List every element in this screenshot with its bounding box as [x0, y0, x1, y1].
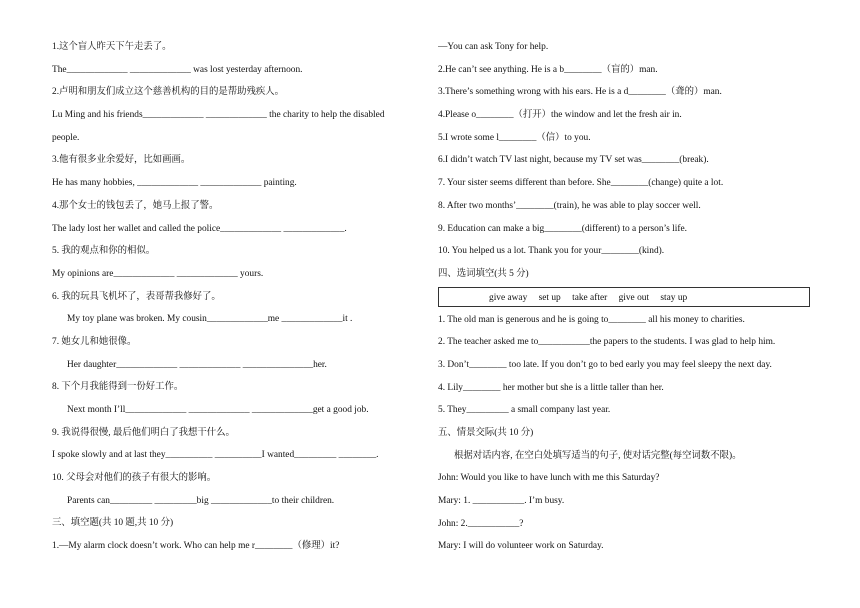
word-option: take after: [572, 292, 608, 303]
question-line: 4.那个女士的钱包丢了，她马上报了警。: [52, 200, 219, 211]
question-line: 6.I didn’t watch TV last night, because my TV set was________(break).: [438, 155, 709, 166]
question-line: 2.卢明和朋友们成立这个慈善机构的目的是帮助残疾人。: [52, 87, 285, 98]
question-line: 4.Please o________（打开）the window and let the fresh air in.: [438, 110, 682, 121]
question-line: 5.I wrote some l________（信）to you.: [438, 132, 591, 143]
question-line: 8. 下个月我能得到一份好工作。: [52, 382, 184, 393]
question-line: He has many hobbies, _____________ _____________ painting.: [52, 178, 297, 189]
question-line: 8. After two months’________(train), he was able to play soccer well.: [438, 200, 701, 211]
question-line: 9. 我说得很慢, 最后他们明白了我想干什么。: [52, 427, 235, 438]
question-line: 9. Education can make a big________(different) to a person’s life.: [438, 223, 687, 234]
question-line: Parents can_________ _________big _____________to their children.: [67, 495, 335, 506]
question-line: 7. 她女儿和她很像。: [52, 336, 137, 347]
question-line: My toy plane was broken. My cousin_____________me _____________it .: [67, 314, 353, 325]
question-line: 4. Lily________ her mother but she is a little taller than her.: [438, 382, 664, 393]
question-line: 5. They_________ a small company last year.: [438, 405, 611, 416]
question-line: 3.他有很多业余爱好，比如画画。: [52, 155, 191, 166]
question-line: 1. The old man is generous and he is going to________ all his money to charities.: [438, 314, 745, 325]
question-line: 2.He can’t see anything. He is a b________（盲的）man.: [438, 64, 658, 75]
dialogue-line: John: Would you like to have lunch with me this Saturday?: [438, 473, 660, 484]
left-column: [52, 36, 424, 558]
instruction-line: 根据对话内容, 在空白处填写适当的句子, 使对话完整(每空词数不限)。: [454, 450, 742, 461]
question-line: The_____________ _____________ was lost yesterday afternoon.: [52, 64, 303, 75]
dialogue-line: John: 2.___________?: [438, 518, 524, 529]
question-line: 1.—My alarm clock doesn’t work. Who can help me r________（修理）it?: [52, 541, 340, 552]
word-option: set up: [538, 292, 561, 303]
right-column: [438, 36, 810, 558]
question-line: 10. You helped us a lot. Thank you for your________(kind).: [438, 246, 665, 257]
question-line: 3. Don’t________ too late. If you don’t go to bed early you may feel sleepy the next day.: [438, 359, 772, 370]
question-line: 1.这个盲人昨天下午走丢了。: [52, 42, 172, 52]
question-line: Next month I’ll_____________ _____________ _____________get a good job.: [67, 405, 369, 415]
question-line: Lu Ming and his friends_____________ _____________ the charity to help the disabled: [52, 110, 385, 121]
question-line: My opinions are_____________ _____________ yours.: [52, 268, 264, 279]
question-line: 2. The teacher asked me to___________the papers to the students. I was glad to help him.: [438, 337, 776, 348]
question-line: —You can ask Tony for help.: [438, 42, 549, 52]
section-heading: 五、情景交际(共 10 分): [438, 428, 534, 438]
question-line: I spoke slowly and at last they__________ __________I wanted_________ ________.: [52, 450, 379, 461]
dialogue-line: Mary: I will do volunteer work on Saturday.: [438, 541, 604, 552]
question-line: 3.There’s something wrong with his ears. He is a d________（聋的）man.: [438, 87, 722, 98]
question-line: 10. 父母会对他们的孩子有很大的影响。: [52, 473, 217, 484]
question-line: people.: [52, 132, 80, 143]
dialogue-line: Mary: 1. ___________. I’m busy.: [438, 496, 565, 507]
question-line: 6. 我的玩具飞机坏了，表哥帮我修好了。: [52, 291, 221, 302]
question-line: 7. Your sister seems different than before. She________(change) quite a lot.: [438, 178, 724, 189]
question-line: Her daughter_____________ _____________ _______________her.: [67, 359, 327, 370]
word-bank-box: [438, 287, 810, 307]
section-heading: 三、填空题(共 10 题,共 10 分): [52, 518, 174, 529]
section-heading: 四、选词填空(共 5 分): [438, 268, 529, 279]
question-line: The lady lost her wallet and called the police_____________ _____________.: [52, 223, 347, 234]
question-line: 5. 我的观点和你的相似。: [52, 246, 156, 257]
word-option: give away: [489, 292, 528, 303]
word-option: give out: [618, 292, 650, 303]
word-option: stay up: [660, 292, 688, 303]
